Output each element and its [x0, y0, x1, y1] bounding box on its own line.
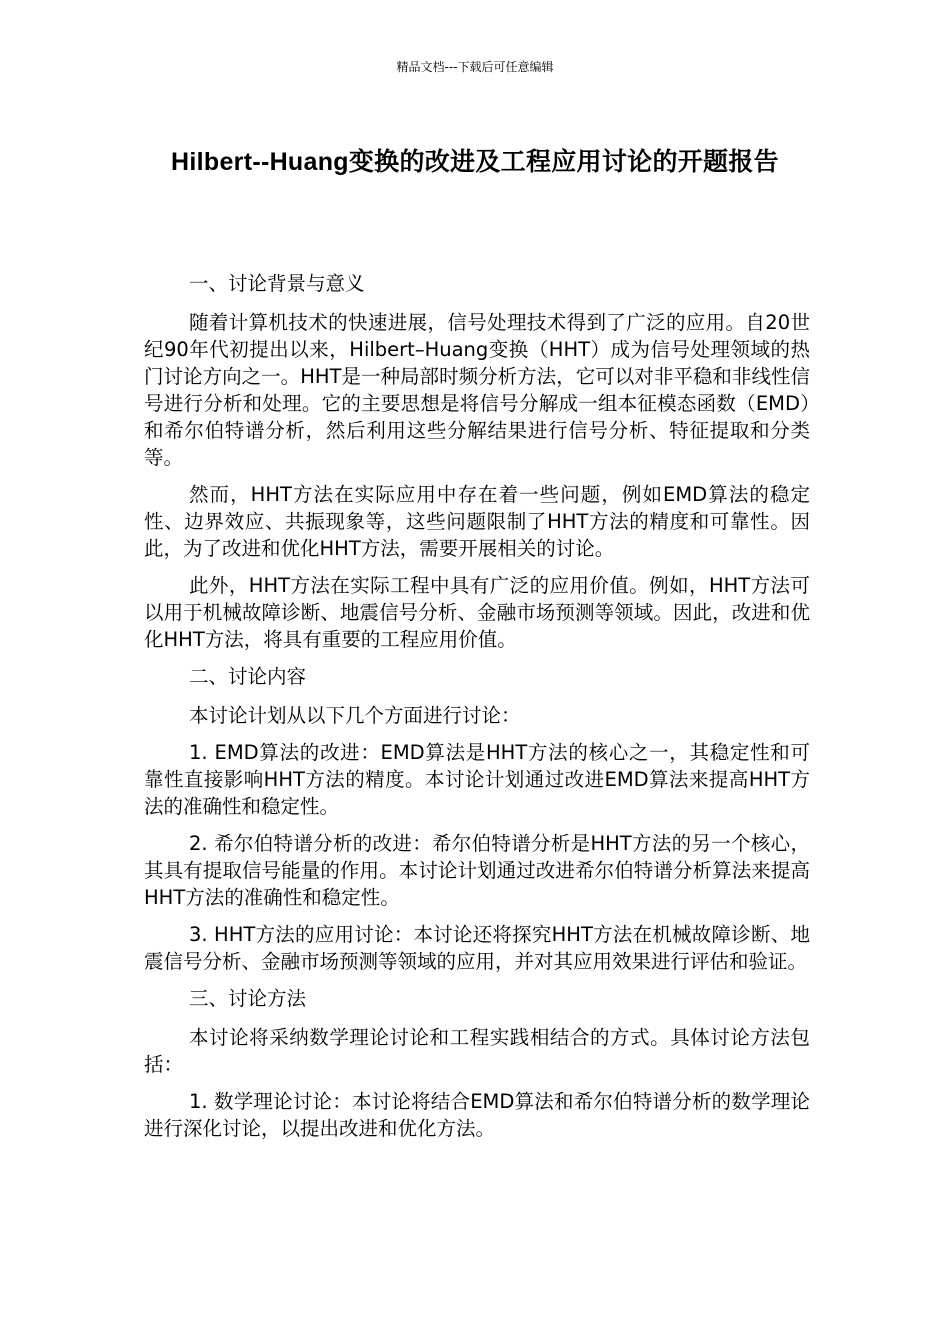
section-heading-background: 一、讨论背景与意义 — [189, 272, 365, 295]
paragraph-background-1: 随着计算机技术的快速进展，信号处理技术得到了广泛的应用。自20世纪90年代初提出以来，Hilbert–Huang变换（HHT）成为信号处理领域的热门讨论方向之一。HHT是一种局部时频分析方法，它可以对非平稳和非线性信号进行分析和处理。它的主要思想是将信号分解成一组本征模态函数（EMD）和希尔伯特谱分析，然后利用这些分解结果进行信号分析、特征提取和分类等。 — [144, 311, 810, 469]
list-item-emd: 1. EMD算法的改进：EMD算法是HHT方法的核心之一，其稳定性和可靠性直接影响HHT方法的精度。本讨论计划通过改进EMD算法来提高HHT方法的准确性和稳定性。 — [144, 741, 810, 818]
document-body — [144, 270, 810, 1152]
section-heading-content: 二、讨论内容 — [189, 665, 307, 688]
paragraph-background-2: 然而，HHT方法在实际应用中存在着一些问题，例如EMD算法的稳定性、边界效应、共振现象等，这些问题限制了HHT方法的精度和可靠性。因此，为了改进和优化HHT方法，需要开展相关的讨论。 — [144, 483, 810, 560]
list-item-application: 3. HHT方法的应用讨论：本讨论还将探究HHT方法在机械故障诊断、地震信号分析、金融市场预测等领域的应用，并对其应用效果进行评估和验证。 — [144, 923, 810, 973]
paragraph-method-intro: 本讨论将采纳数学理论讨论和工程实践相结合的方式。具体讨论方法包括： — [144, 1026, 810, 1076]
paragraph-background-3: 此外，HHT方法在实际工程中具有广泛的应用价值。例如，HHT方法可以用于机械故障诊断、地震信号分析、金融市场预测等领域。因此，改进和优化HHT方法，将具有重要的工程应用价值。 — [144, 574, 810, 651]
section-heading-method: 三、讨论方法 — [189, 987, 307, 1010]
list-item-hilbert: 2. 希尔伯特谱分析的改进：希尔伯特谱分析是HHT方法的另一个核心，其具有提取信号能量的作用。本讨论计划通过改进希尔伯特谱分析算法来提高HHT方法的准确性和稳定性。 — [144, 832, 810, 909]
document-title: Hilbert--Huang变换的改进及工程应用讨论的开题报告 — [171, 148, 779, 176]
header-note: 精品文档---下载后可任意编辑 — [396, 60, 554, 74]
list-item-math-theory: 1. 数学理论讨论：本讨论将结合EMD算法和希尔伯特谱分析的数学理论进行深化讨论，以提出改进和优化方法。 — [144, 1090, 810, 1140]
paragraph-content-intro: 本讨论计划从以下几个方面进行讨论： — [189, 704, 521, 727]
